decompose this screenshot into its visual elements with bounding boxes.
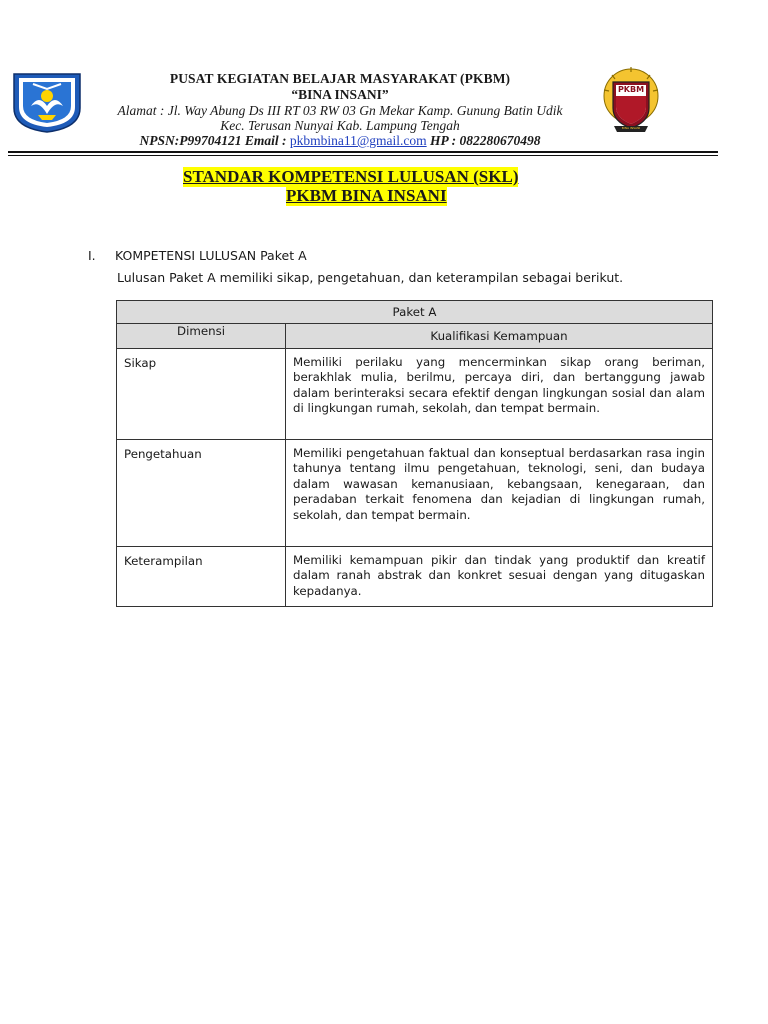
column-header-dimensi: Dimensi — [117, 324, 286, 349]
pkbm-logo — [600, 66, 662, 134]
pkbm-logo-subtext: BINA INSANI — [621, 126, 641, 130]
letterhead-contact-line — [84, 133, 596, 149]
row-kualifikasi-keterampilan: Memiliki kemampuan pikir dan tindak yang produktif dan kreatif dalam ranah abstrak dan konkret sesuai dengan yang ditugaskan kepadanya. — [286, 547, 713, 607]
section-heading — [88, 248, 307, 263]
letterhead-rule-thin — [8, 155, 718, 156]
table-row — [117, 349, 713, 440]
table-row — [117, 440, 713, 547]
table-row — [117, 547, 713, 607]
skl-table — [116, 300, 713, 607]
letterhead-org-name: PUSAT KEGIATAN BELAJAR MASYARAKAT (PKBM) — [169, 71, 511, 86]
table-caption: Paket A — [117, 301, 713, 324]
document-subtitle: PKBM BINA INSANI — [286, 186, 447, 205]
letterhead-institution-name: “BINA INSANI” — [291, 87, 389, 102]
row-kualifikasi-pengetahuan: Memiliki pengetahuan faktual dan konseptual berdasarkan rasa ingin tahunya tentang ilmu pengetahuan, teknologi, seni, dan budaya dalam wawasan kemanusiaan, kebangsaan, kenegaraan, dan peradaban terkait fenomena dan kejadian di lingkungan rumah, sekolah, dan tempat bermain. — [286, 440, 713, 547]
column-header-kualifikasi: Kualifikasi Kemampuan — [286, 324, 713, 349]
row-dimensi-sikap: Sikap — [117, 349, 286, 440]
tut-wuri-handayani-logo — [11, 70, 83, 134]
document-title: STANDAR KOMPETENSI LULUSAN (SKL) — [183, 167, 519, 186]
section-title: KOMPETENSI LULUSAN Paket A — [115, 248, 307, 263]
letterhead-address-line2: Kec. Terusan Nunyai Kab. Lampung Tengah — [220, 118, 460, 133]
section-intro: Lulusan Paket A memiliki sikap, pengetahuan, dan keterampilan sebagai berikut. — [117, 270, 624, 285]
row-dimensi-keterampilan: Keterampilan — [117, 547, 286, 607]
row-dimensi-pengetahuan: Pengetahuan — [117, 440, 286, 547]
email-link[interactable]: pkbmbina11@gmail.com — [289, 133, 427, 148]
letterhead-rule-thick — [8, 151, 718, 153]
pkbm-logo-text: PKBM — [617, 85, 645, 94]
phone-number: HP : 082280670498 — [430, 133, 541, 148]
npsn-label: NPSN:P99704121 Email : — [139, 133, 287, 148]
section-number: I. — [88, 248, 96, 263]
letterhead-address-line1: Alamat : Jl. Way Abung Ds III RT 03 RW 03 Gn Mekar Kamp. Gunung Batin Udik — [117, 103, 563, 118]
row-kualifikasi-sikap: Memiliki perilaku yang mencerminkan sikap orang beriman, berakhlak mulia, berilmu, percaya diri, dan bertanggung jawab dalam berinteraksi secara efektif dengan lingkungan sosial dan alam di lingkungan rumah, sekolah, dan tempat bermain. — [286, 349, 713, 440]
